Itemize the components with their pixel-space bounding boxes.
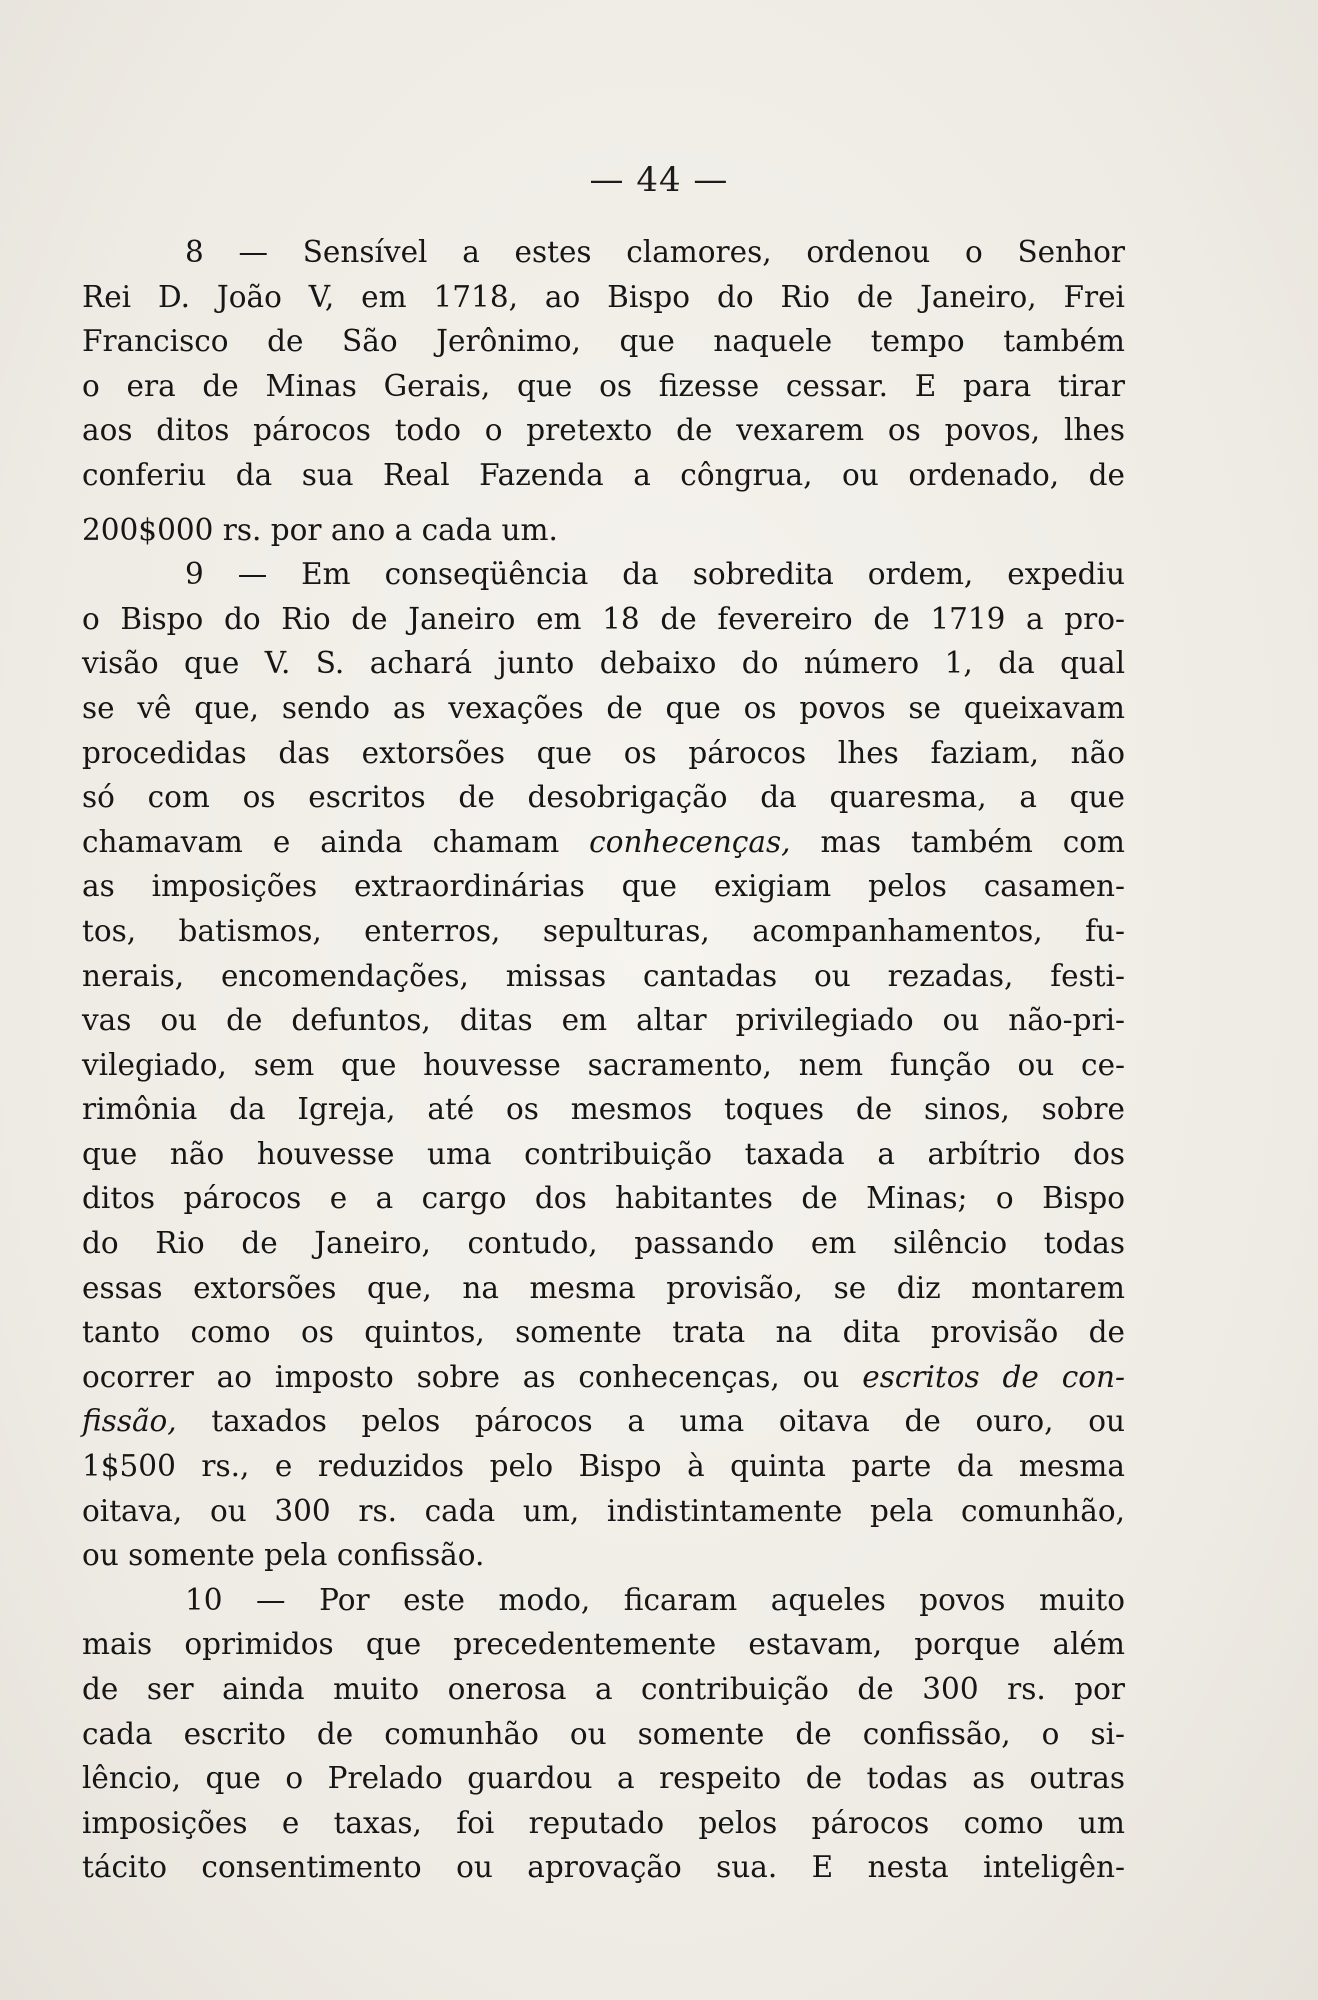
paragraph-8: [82, 230, 1125, 552]
text-line: 1$500 rs., e reduzidos pelo Bispo à quinta parte da mesma: [82, 1449, 1125, 1484]
text-line: de ser ainda muito onerosa a contribuição de 300 rs. por: [82, 1672, 1125, 1706]
italic-term: conhecenças,: [589, 824, 791, 859]
text-line: rimônia da Igreja, até os mesmos toques de sinos, sobre: [82, 1092, 1125, 1127]
text-line: que não houvesse uma contribuição taxada a arbítrio dos: [82, 1136, 1125, 1171]
text-line: ou somente pela confissão.: [82, 1538, 485, 1573]
page-number: — 44 —: [589, 160, 729, 200]
text-line: o Bispo do Rio de Janeiro em 18 de fevereiro de 1719 a pro-: [82, 601, 1125, 636]
text-line: as imposições extraordinárias que exigiam pelos casamen-: [82, 869, 1125, 904]
text-line: aos ditos párocos todo o pretexto de vexarem os povos, lhes: [82, 413, 1125, 448]
text-line: o era de Minas Gerais, que os fizesse cessar. E para tirar: [82, 368, 1125, 403]
text-line: se vê que, sendo as vexações de que os povos se queixavam: [82, 690, 1125, 725]
text-line: só com os escritos de desobrigação da quaresma, a que: [82, 780, 1125, 815]
text-line: imposições e taxas, foi reputado pelos párocos como um: [82, 1805, 1125, 1840]
italic-term: escritos de con-: [862, 1359, 1125, 1394]
text-line: conferiu da sua Real Fazenda a côngrua, ou ordenado, de: [82, 457, 1125, 492]
text-line: 10 — Por este modo, ficaram aqueles povos muito: [185, 1582, 1125, 1617]
text-line: tácito consentimento ou aprovação sua. E nesta inteligên-: [82, 1850, 1125, 1885]
text-line-with-italic: [82, 1399, 1125, 1444]
text-line: tanto como os quintos, somente trata na dita provisão de: [82, 1315, 1125, 1350]
text-line: vilegiado, sem que houvesse sacramento, nem função ou ce-: [82, 1047, 1125, 1082]
text-line: mais oprimidos que precedentemente estavam, porque além: [82, 1627, 1125, 1662]
text-line: tos, batismos, enterros, sepulturas, acompanhamentos, fu-: [82, 913, 1125, 948]
text-line: procedidas das extorsões que os párocos lhes faziam, não: [82, 735, 1125, 770]
text-line: visão que V. S. achará junto debaixo do número 1, da qual: [82, 646, 1125, 681]
text-line-with-italic: [82, 1355, 1125, 1400]
line-gap: [82, 498, 1125, 508]
italic-term: fissão,: [82, 1404, 177, 1439]
text-line-with-italic: [82, 820, 1125, 865]
text-line: essas extorsões que, na mesma provisão, se diz montarem: [82, 1270, 1125, 1305]
text-segment: taxados pelos párocos a uma oitava de ouro, ou: [211, 1404, 1125, 1439]
text-segment: ocorrer ao imposto sobre as conhecenças, ou: [82, 1359, 840, 1394]
paragraph-9: [82, 552, 1125, 1578]
text-line: 9 — Em conseqüência da sobredita ordem, expediu: [185, 557, 1125, 592]
text-line: do Rio de Janeiro, contudo, passando em silêncio todas: [82, 1226, 1125, 1261]
text-line: Francisco de São Jerônimo, que naquele tempo também: [82, 324, 1125, 359]
text-line: 8 — Sensível a estes clamores, ordenou o Senhor: [185, 235, 1125, 269]
paragraph-10: [82, 1578, 1125, 1890]
text-line: vas ou de defuntos, ditas em altar privilegiado ou não-pri-: [82, 1003, 1125, 1038]
text-segment: chamavam e ainda chamam: [82, 824, 560, 859]
text-line: ditos párocos e a cargo dos habitantes de Minas; o Bispo: [82, 1181, 1125, 1216]
text-line: cada escrito de comunhão ou somente de confissão, o si-: [82, 1716, 1125, 1751]
text-line: lêncio, que o Prelado guardou a respeito de todas as outras: [82, 1761, 1125, 1796]
body-text: [82, 230, 1125, 1890]
text-segment: mas também com: [820, 824, 1125, 859]
text-line: nerais, encomendações, missas cantadas ou rezadas, festi-: [82, 958, 1125, 993]
text-line: 200$000 rs. por ano a cada um.: [82, 512, 558, 547]
text-line: Rei D. João V, em 1718, ao Bispo do Rio de Janeiro, Frei: [82, 279, 1125, 314]
text-line: oitava, ou 300 rs. cada um, indistintamente pela comunhão,: [82, 1493, 1125, 1528]
